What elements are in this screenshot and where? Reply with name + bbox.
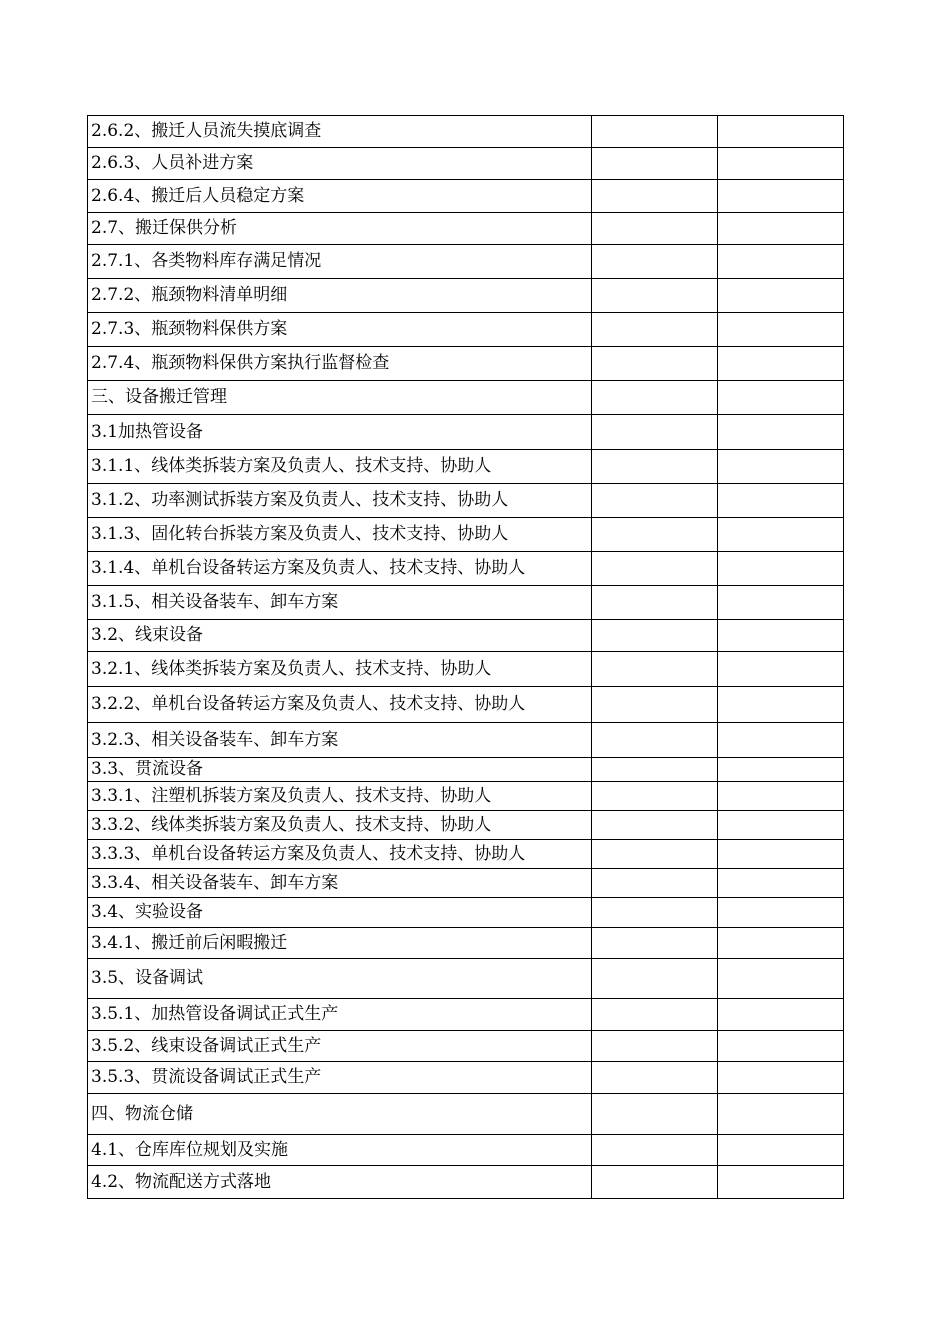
- blank-cell: [718, 1094, 844, 1135]
- blank-cell: [718, 381, 844, 415]
- blank-cell: [592, 552, 718, 586]
- item-cell: 3.3、贯流设备: [88, 758, 592, 782]
- plan-table: [87, 115, 844, 1199]
- blank-cell: [718, 484, 844, 518]
- table-row: [88, 1094, 844, 1135]
- item-cell: 3.5.2、线束设备调试正式生产: [88, 1031, 592, 1062]
- blank-cell: [718, 415, 844, 450]
- item-cell: 3.3.1、注塑机拆装方案及负责人、技术支持、协助人: [88, 782, 592, 811]
- blank-cell: [592, 148, 718, 180]
- blank-cell: [718, 811, 844, 840]
- item-cell: 2.6.3、人员补进方案: [88, 148, 592, 180]
- table-row: [88, 652, 844, 687]
- blank-cell: [592, 959, 718, 999]
- item-cell: 4.1、仓库库位规划及实施: [88, 1135, 592, 1166]
- table-row: [88, 1135, 844, 1166]
- blank-cell: [718, 758, 844, 782]
- blank-cell: [718, 148, 844, 180]
- blank-cell: [592, 723, 718, 758]
- blank-cell: [592, 484, 718, 518]
- blank-cell: [592, 586, 718, 620]
- blank-cell: [718, 723, 844, 758]
- table-row: [88, 620, 844, 652]
- item-cell: 3.3.2、线体类拆装方案及负责人、技术支持、协助人: [88, 811, 592, 840]
- table-row: [88, 484, 844, 518]
- table-row: [88, 347, 844, 381]
- item-cell: 4.2、物流配送方式落地: [88, 1166, 592, 1199]
- blank-cell: [718, 959, 844, 999]
- table-row: [88, 450, 844, 484]
- item-cell: 3.2.2、单机台设备转运方案及负责人、技术支持、协助人: [88, 687, 592, 723]
- blank-cell: [718, 869, 844, 898]
- table-row: [88, 959, 844, 999]
- blank-cell: [718, 999, 844, 1031]
- blank-cell: [592, 381, 718, 415]
- item-cell: 3.2.1、线体类拆装方案及负责人、技术支持、协助人: [88, 652, 592, 687]
- item-cell: 3.1.3、固化转台拆装方案及负责人、技术支持、协助人: [88, 518, 592, 552]
- blank-cell: [592, 1031, 718, 1062]
- item-cell: 3.1.2、功率测试拆装方案及负责人、技术支持、协助人: [88, 484, 592, 518]
- table-row: [88, 999, 844, 1031]
- table-row: [88, 313, 844, 347]
- blank-cell: [718, 620, 844, 652]
- blank-cell: [718, 928, 844, 959]
- item-cell: 四、物流仓储: [88, 1094, 592, 1135]
- blank-cell: [592, 518, 718, 552]
- blank-cell: [592, 1135, 718, 1166]
- item-cell: 2.7.3、瓶颈物料保供方案: [88, 313, 592, 347]
- blank-cell: [718, 1166, 844, 1199]
- blank-cell: [718, 1062, 844, 1094]
- table-row: [88, 148, 844, 180]
- blank-cell: [592, 347, 718, 381]
- blank-cell: [592, 811, 718, 840]
- table-row: [88, 758, 844, 782]
- item-cell: 3.2.3、相关设备装车、卸车方案: [88, 723, 592, 758]
- blank-cell: [718, 116, 844, 148]
- blank-cell: [592, 1094, 718, 1135]
- table-row: [88, 687, 844, 723]
- item-cell: 3.1.1、线体类拆装方案及负责人、技术支持、协助人: [88, 450, 592, 484]
- blank-cell: [718, 898, 844, 928]
- table-row: [88, 869, 844, 898]
- blank-cell: [718, 586, 844, 620]
- blank-cell: [592, 116, 718, 148]
- blank-cell: [592, 245, 718, 279]
- blank-cell: [592, 415, 718, 450]
- blank-cell: [592, 928, 718, 959]
- blank-cell: [592, 999, 718, 1031]
- item-cell: 3.3.4、相关设备装车、卸车方案: [88, 869, 592, 898]
- table-row: [88, 586, 844, 620]
- item-cell: 3.4、实验设备: [88, 898, 592, 928]
- table-row: [88, 1031, 844, 1062]
- item-cell: 2.7.4、瓶颈物料保供方案执行监督检查: [88, 347, 592, 381]
- table-row: [88, 782, 844, 811]
- item-cell: 三、设备搬迁管理: [88, 381, 592, 415]
- blank-cell: [592, 213, 718, 245]
- blank-cell: [592, 898, 718, 928]
- table-row: [88, 811, 844, 840]
- blank-cell: [718, 552, 844, 586]
- blank-cell: [718, 782, 844, 811]
- table-row: [88, 1062, 844, 1094]
- item-cell: 3.5.3、贯流设备调试正式生产: [88, 1062, 592, 1094]
- blank-cell: [718, 213, 844, 245]
- item-cell: 3.1.4、单机台设备转运方案及负责人、技术支持、协助人: [88, 552, 592, 586]
- item-cell: 3.5.1、加热管设备调试正式生产: [88, 999, 592, 1031]
- blank-cell: [718, 518, 844, 552]
- item-cell: 2.7.2、瓶颈物料清单明细: [88, 279, 592, 313]
- table-row: [88, 928, 844, 959]
- table-row: [88, 279, 844, 313]
- table-row: [88, 245, 844, 279]
- item-cell: 2.7.1、各类物料库存满足情况: [88, 245, 592, 279]
- blank-cell: [718, 245, 844, 279]
- blank-cell: [592, 1062, 718, 1094]
- table-row: [88, 1166, 844, 1199]
- blank-cell: [718, 279, 844, 313]
- table-row: [88, 723, 844, 758]
- item-cell: 3.3.3、单机台设备转运方案及负责人、技术支持、协助人: [88, 840, 592, 869]
- blank-cell: [592, 687, 718, 723]
- blank-cell: [718, 180, 844, 213]
- table-row: [88, 180, 844, 213]
- table-row: [88, 116, 844, 148]
- blank-cell: [592, 279, 718, 313]
- table-row: [88, 840, 844, 869]
- blank-cell: [592, 869, 718, 898]
- table-row: [88, 518, 844, 552]
- blank-cell: [718, 1031, 844, 1062]
- item-cell: 3.1.5、相关设备装车、卸车方案: [88, 586, 592, 620]
- blank-cell: [592, 1166, 718, 1199]
- table-row: [88, 381, 844, 415]
- blank-cell: [592, 782, 718, 811]
- blank-cell: [718, 652, 844, 687]
- blank-cell: [592, 840, 718, 869]
- blank-cell: [592, 652, 718, 687]
- item-cell: 2.7、搬迁保供分析: [88, 213, 592, 245]
- blank-cell: [592, 758, 718, 782]
- item-cell: 3.2、线束设备: [88, 620, 592, 652]
- blank-cell: [592, 313, 718, 347]
- table-row: [88, 415, 844, 450]
- item-cell: 3.4.1、搬迁前后闲暇搬迁: [88, 928, 592, 959]
- blank-cell: [718, 450, 844, 484]
- item-cell: 3.1加热管设备: [88, 415, 592, 450]
- table-row: [88, 898, 844, 928]
- item-cell: 3.5、设备调试: [88, 959, 592, 999]
- blank-cell: [718, 687, 844, 723]
- blank-cell: [592, 180, 718, 213]
- item-cell: 2.6.2、搬迁人员流失摸底调查: [88, 116, 592, 148]
- blank-cell: [718, 313, 844, 347]
- blank-cell: [718, 840, 844, 869]
- table-row: [88, 552, 844, 586]
- plan-table-body: [88, 116, 844, 1199]
- blank-cell: [718, 347, 844, 381]
- blank-cell: [592, 620, 718, 652]
- table-row: [88, 213, 844, 245]
- blank-cell: [592, 450, 718, 484]
- item-cell: 2.6.4、搬迁后人员稳定方案: [88, 180, 592, 213]
- blank-cell: [718, 1135, 844, 1166]
